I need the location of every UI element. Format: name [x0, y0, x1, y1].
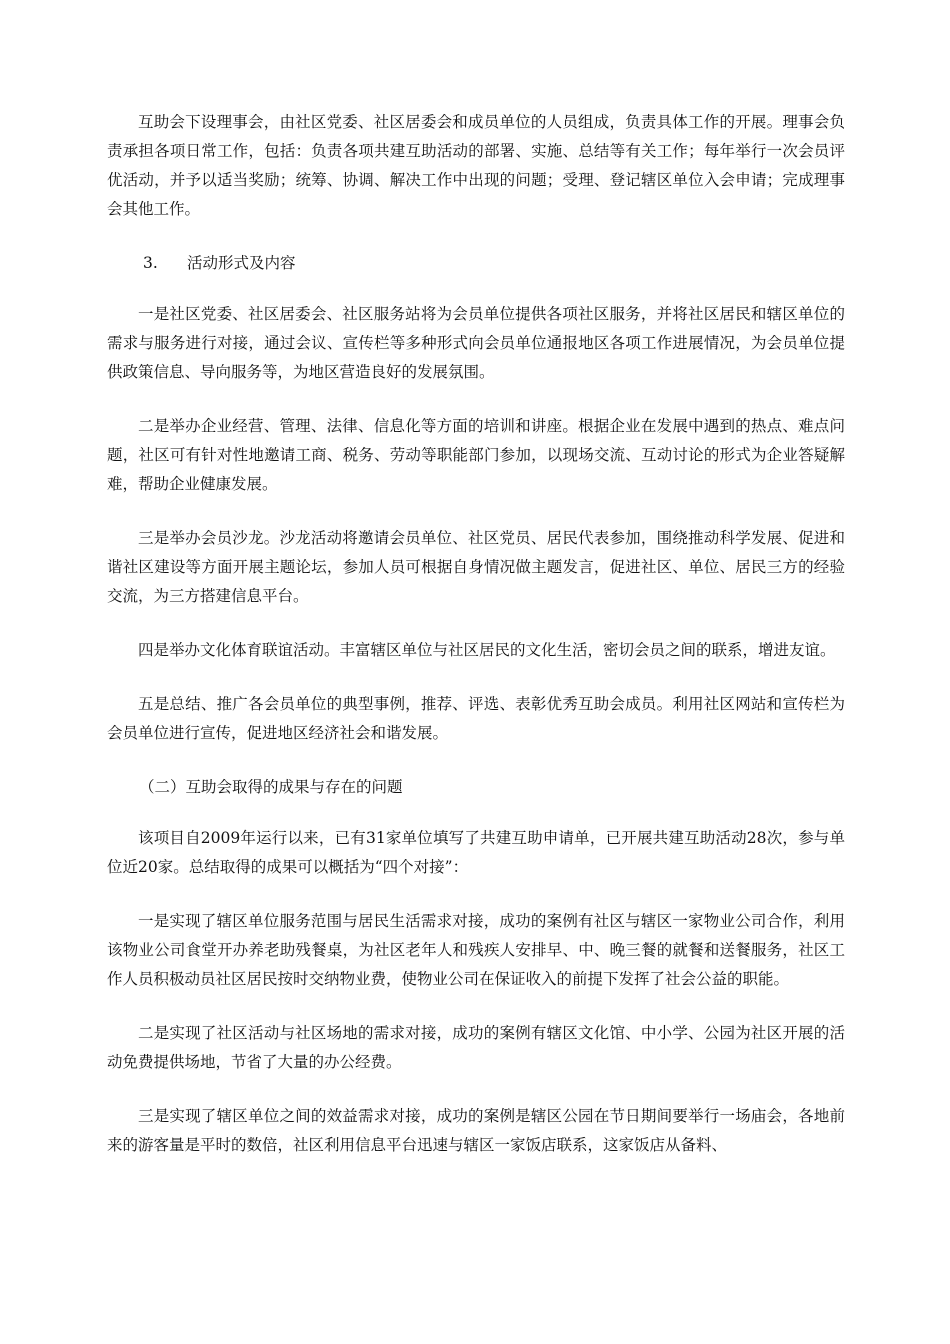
subsection-heading-results: （二）互助会取得的成果与存在的问题 [139, 778, 403, 796]
paragraph-result-2: 二是实现了社区活动与社区场地的需求对接，成功的案例有辖区文化馆、中小学、公园为社区开展的活动免费提供场地，节省了大量的办公经费。 [107, 1024, 845, 1071]
section-heading-activities [107, 249, 845, 278]
paragraph-activity-1: 一是社区党委、社区居委会、社区服务站将为会员单位提供各项社区服务，并将社区居民和辖区单位的需求与服务进行对接，通过会议、宣传栏等多种形式向会员单位通报地区各项工作进展情况，为会员单位提供政策信息、导向服务等，为地区营造良好的发展氛围。 [107, 305, 845, 381]
paragraph-results-summary: 该项目自2009年运行以来，已有31家单位填写了共建互助申请单，已开展共建互助活动28次，参与单位近20家。总结取得的成果可以概括为“四个对接”： [107, 829, 845, 876]
paragraph-council: 互助会下设理事会，由社区党委、社区居委会和成员单位的人员组成，负责具体工作的开展。理事会负责承担各项日常工作，包括：负责各项共建互助活动的部署、实施、总结等有关工作；每年举行一次会员评优活动，并予以适当奖励；统筹、协调、解决工作中出现的问题；受理、登记辖区单位入会申请；完成理事会其他工作。 [107, 113, 845, 218]
section-number: 3. [143, 254, 158, 272]
paragraph-result-1: 一是实现了辖区单位服务范围与居民生活需求对接，成功的案例有社区与辖区一家物业公司合作，利用该物业公司食堂开办养老助残餐桌，为社区老年人和残疾人安排早、中、晚三餐的就餐和送餐服务，社区工作人员积极动员社区居民按时交纳物业费，使物业公司在保证收入的前提下发挥了社会公益的职能。 [107, 912, 845, 988]
paragraph-activity-4: 四是举办文化体育联谊活动。丰富辖区单位与社区居民的文化生活，密切会员之间的联系，增进友谊。 [138, 641, 836, 659]
paragraph-result-3: 三是实现了辖区单位之间的效益需求对接，成功的案例是辖区公园在节日期间要举行一场庙会，各地前来的游客量是平时的数倍，社区利用信息平台迅速与辖区一家饭店联系，这家饭店从备料、 [107, 1107, 845, 1154]
paragraph-activity-3: 三是举办会员沙龙。沙龙活动将邀请会员单位、社区党员、居民代表参加，围绕推动科学发展、促进和谐社区建设等方面开展主题论坛，参加人员可根据自身情况做主题发言，促进社区、单位、居民三方的经验交流，为三方搭建信息平台。 [107, 529, 845, 605]
paragraph-activity-2: 二是举办企业经营、管理、法律、信息化等方面的培训和讲座。根据企业在发展中遇到的热点、难点问题，社区可有针对性地邀请工商、税务、劳动等职能部门参加，以现场交流、互动讨论的形式为企业答疑解难，帮助企业健康发展。 [107, 417, 845, 493]
paragraph-activity-5: 五是总结、推广各会员单位的典型事例，推荐、评选、表彰优秀互助会成员。利用社区网站和宣传栏为会员单位进行宣传，促进地区经济社会和谐发展。 [107, 695, 845, 742]
section-title: 活动形式及内容 [187, 254, 296, 272]
document-body [107, 108, 845, 1185]
